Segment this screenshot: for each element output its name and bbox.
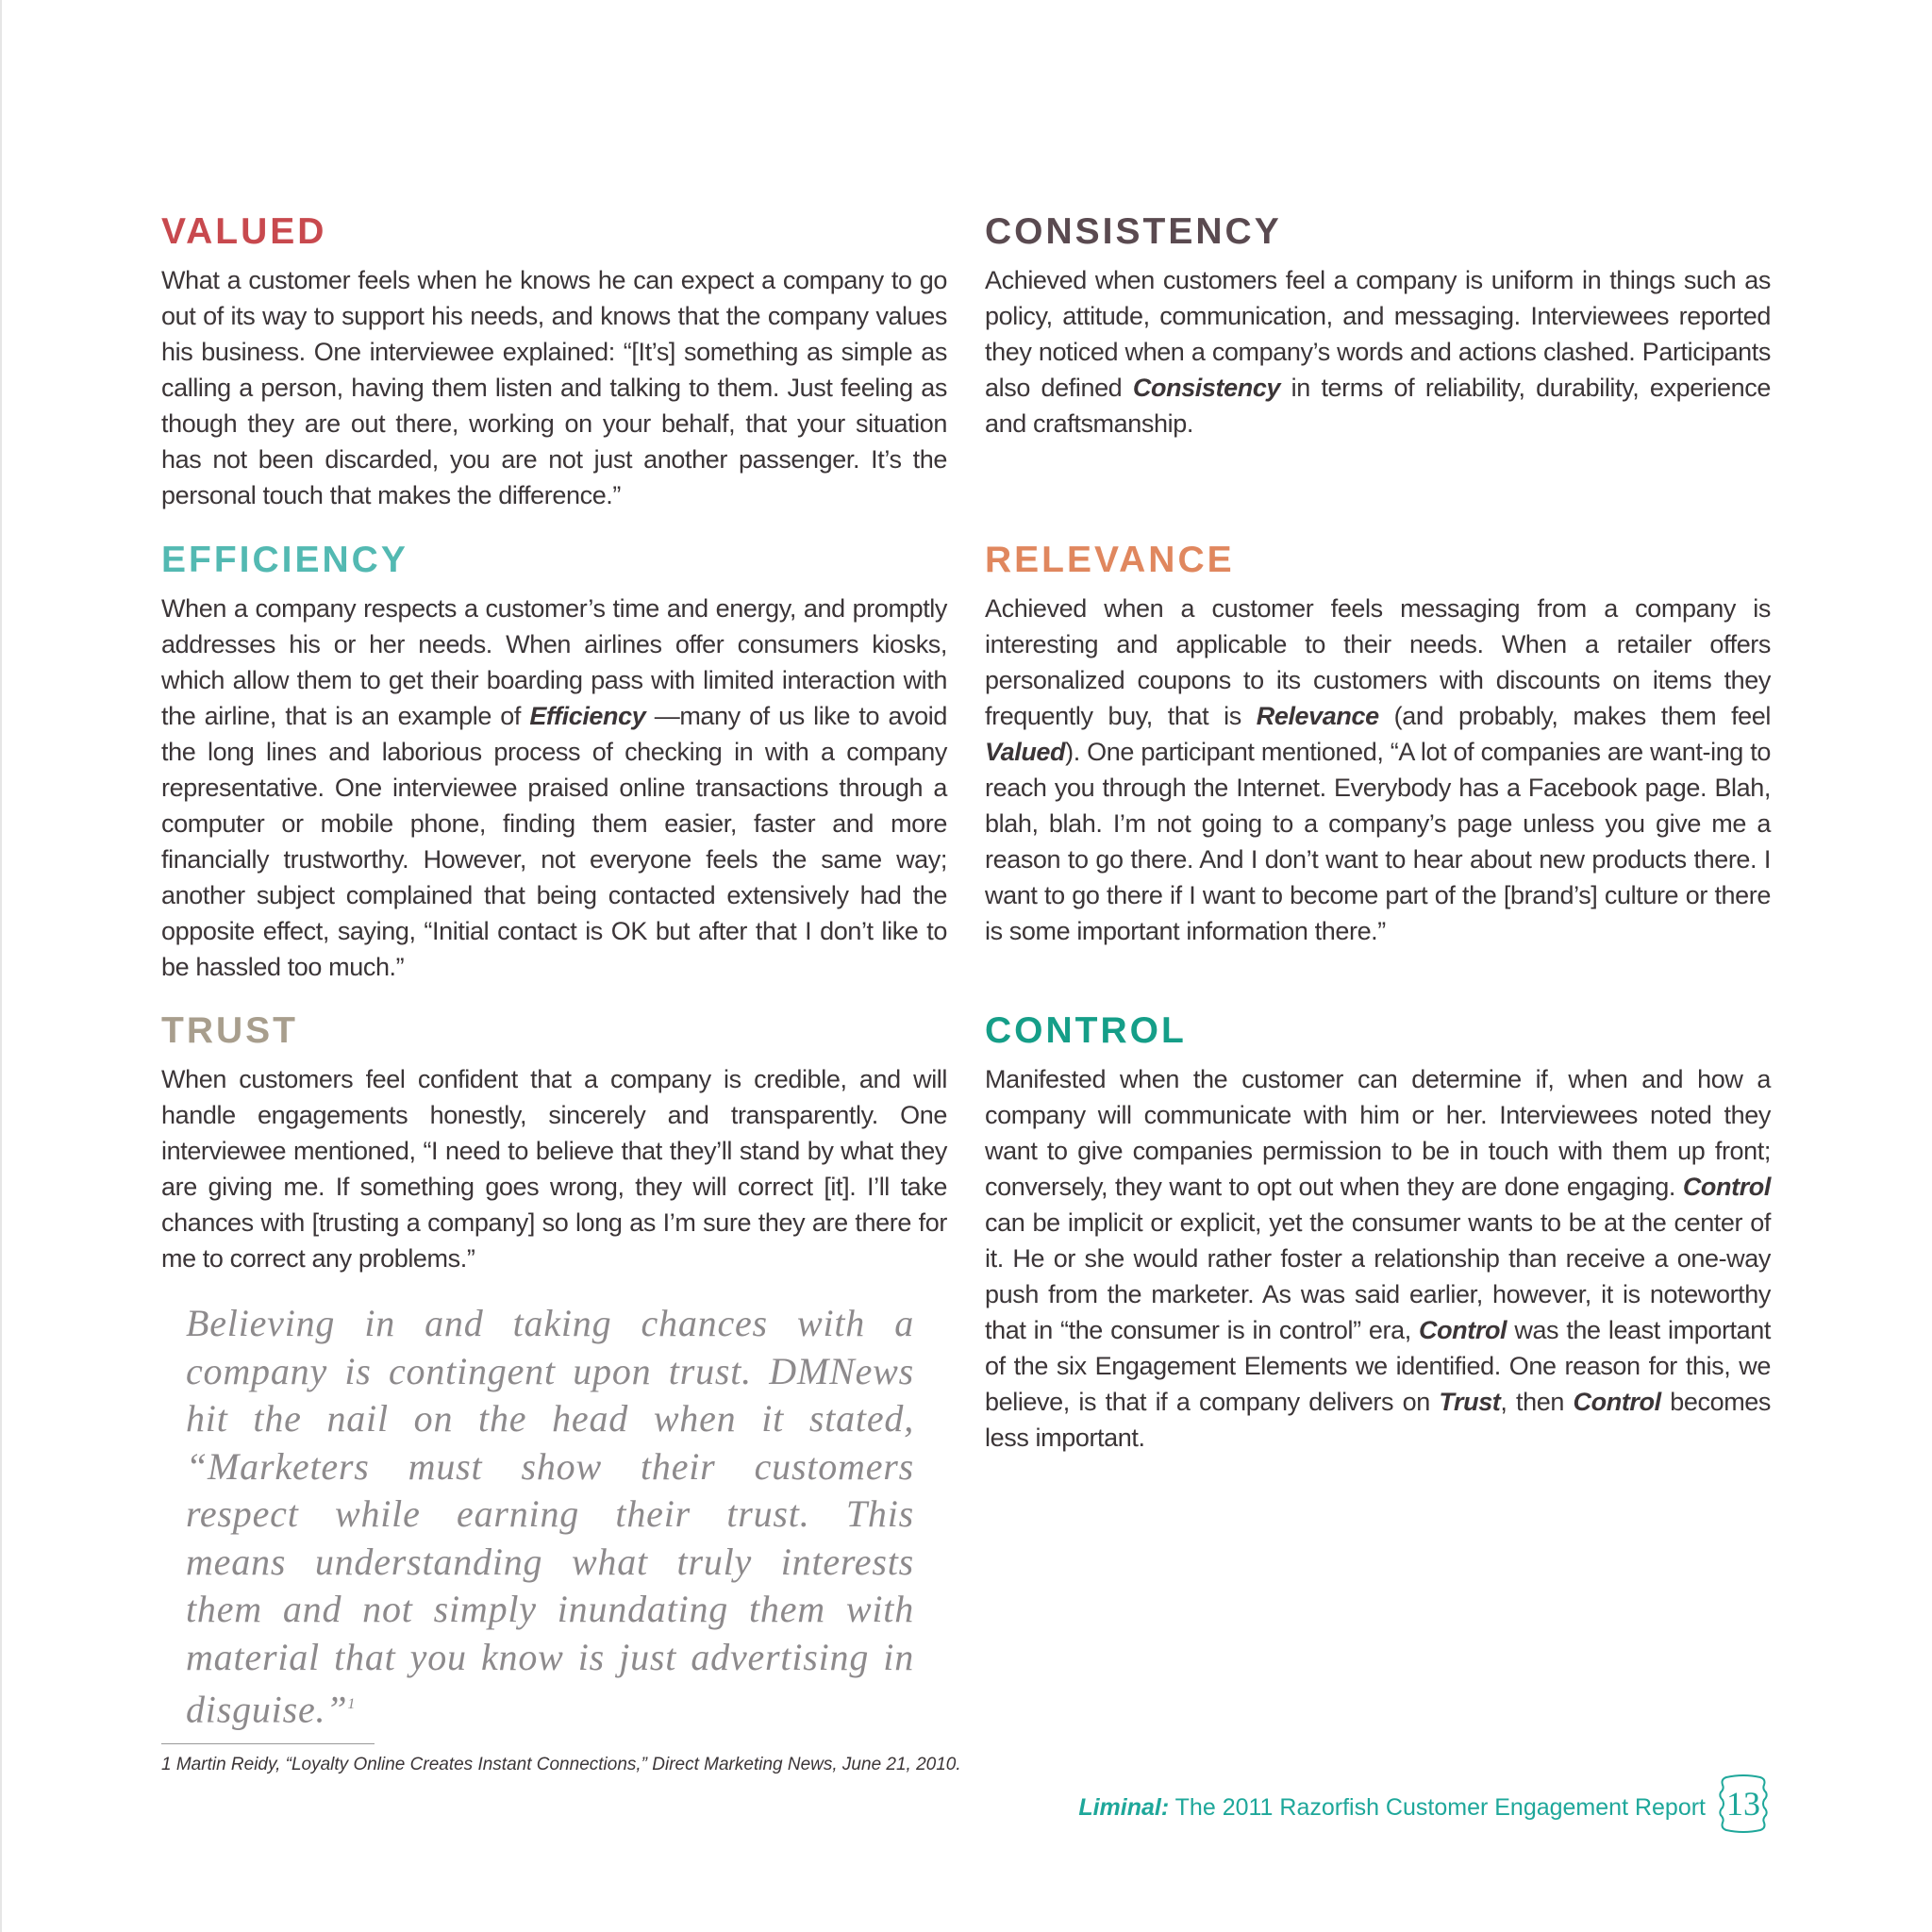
footnote-divider (161, 1743, 375, 1744)
body-efficiency (161, 591, 947, 985)
heading-efficiency: EFFICIENCY (161, 540, 408, 580)
body-consistency (985, 262, 1771, 441)
control-text-5: becomes less important. (985, 1388, 1772, 1452)
page-edge-line (0, 0, 2, 1932)
heading-control: CONTROL (985, 1010, 1187, 1051)
footer-title: The 2011 Razorfish Customer Engagement Report (1169, 1794, 1706, 1821)
heading-trust: TRUST (161, 1010, 298, 1051)
control-text-1: Manifested when the customer can determine if, when and how a company will communicate with him or her. Interviewees noted they want to give companies permission to be in touch with them up front; conversely, they want to opt out when they are done engaging. (985, 1065, 1771, 1201)
body-trust: When customers feel confident that a company is credible, and will handle engagements honestly, sincerely and transparently. One interviewee mentioned, “I need to believe that they’ll stand by what they are giving me. If something goes wrong, they will correct [it]. I’ll take chances with [trusting a company] so long as I’m sure they are there for me to correct any problems.” (161, 1065, 947, 1273)
control-emphasis-3: Trust (1439, 1388, 1501, 1416)
pull-quote (186, 1300, 914, 1734)
control-emphasis-2: Control (1418, 1316, 1507, 1344)
consistency-text-1: Achieved when customers feel a company is uniform in things such as policy, attitude, communication, and messaging. Interviewees reported they noticed when a company’s words and actions clashed. Participants also defined (985, 266, 1771, 402)
efficiency-text-2: —many of us like to avoid the long lines and laborious process of checking in with a company representative. One interviewee praised online transactions through a computer or mobile phone, finding them easier, faster and more financially trustworthy. However, not everyone feels the same way; another subject complained that being contacted extensively had the opposite effect, saying, “Initial contact is OK but after that I don’t like to be hassled too much.” (161, 702, 947, 981)
control-emphasis-4: Control (1573, 1388, 1661, 1416)
page-number: 13 (1726, 1785, 1760, 1823)
control-text-3: was the least important of the six Engagement Elements we identified. One reason for this, we believe, is that if a company delivers on (985, 1316, 1771, 1416)
consistency-emphasis: Consistency (1132, 374, 1281, 402)
control-text-4: , then (1500, 1388, 1574, 1416)
footnote-reference: 1 (347, 1696, 357, 1712)
heading-consistency: CONSISTENCY (985, 211, 1282, 252)
section-trust (161, 1008, 947, 1276)
relevance-text-3: ). One participant mentioned, “A lot of companies are want-ing to reach you through the Internet. Everybody has a Facebook page. Blah, blah, blah. I’m not going to a company’s page unless you give me a reason to go there. And I don’t want to hear about new products there. I want to go there if I want to become part of the [brand’s] culture or there is some important information there.” (985, 738, 1771, 945)
body-valued: What a customer feels when he knows he can expect a company to go out of its way to support his needs, and knows that the company values his business. One interviewee explained: “[It’s] something as simple as calling a person, having them listen and talking to them. Just feeling as though they are out there, working on your behalf, that your situation has not been discarded, you are not just another passenger. It’s the personal touch that makes the difference.” (161, 266, 947, 509)
section-valued (161, 209, 947, 513)
section-relevance (985, 538, 1771, 949)
pull-quote-text: Believing in and taking chances with a company is contingent upon trust. DMNews hit the nail on the head when it stated, “Marketers must show their customers respect while earning their trust. This means understanding what truly interests them and not simply inundating them with material that you know is just advertising in disguise.” (186, 1302, 914, 1731)
control-text-2: can be implicit or explicit, yet the consumer wants to be at the center of it. He or she would rather foster a relationship than receive a one-way push from the marketer. As was said earlier, however, it is noteworthy that in “the consumer is in control” era, (985, 1208, 1771, 1344)
relevance-emphasis-2: Valued (985, 738, 1066, 766)
consistency-text-2: in terms of reliability, durability, experience and craftsmanship. (985, 374, 1772, 438)
footer-report-title (1078, 1792, 1706, 1823)
page-number-badge (1717, 1774, 1770, 1834)
footnote: 1 Martin Reidy, “Loyalty Online Creates Instant Connections,” Direct Marketing News, June 21, 2010. (161, 1755, 961, 1774)
body-relevance (985, 591, 1771, 949)
heading-relevance: RELEVANCE (985, 540, 1235, 580)
control-emphasis-1: Control (1682, 1173, 1771, 1201)
section-efficiency (161, 538, 947, 985)
section-consistency (985, 209, 1771, 441)
relevance-text-1: Achieved when a customer feels messaging from a company is interesting and applicable to their needs. When a retailer offers personalized coupons to its customers with discounts on items they frequently buy, that is (985, 594, 1771, 730)
relevance-text-2: (and probably, makes them feel (1378, 702, 1772, 730)
heading-valued: VALUED (161, 211, 327, 252)
footer-brand: Liminal: (1078, 1794, 1170, 1821)
body-control (985, 1061, 1771, 1456)
efficiency-text-1: When a company respects a customer’s time and energy, and promptly addresses his or her needs. When airlines offer consumers kiosks, which allow them to get their boarding pass with limited interaction with the airline, that is an example of (161, 594, 947, 730)
section-control (985, 1008, 1771, 1456)
efficiency-emphasis: Efficiency (529, 702, 646, 730)
relevance-emphasis-1: Relevance (1256, 702, 1379, 730)
